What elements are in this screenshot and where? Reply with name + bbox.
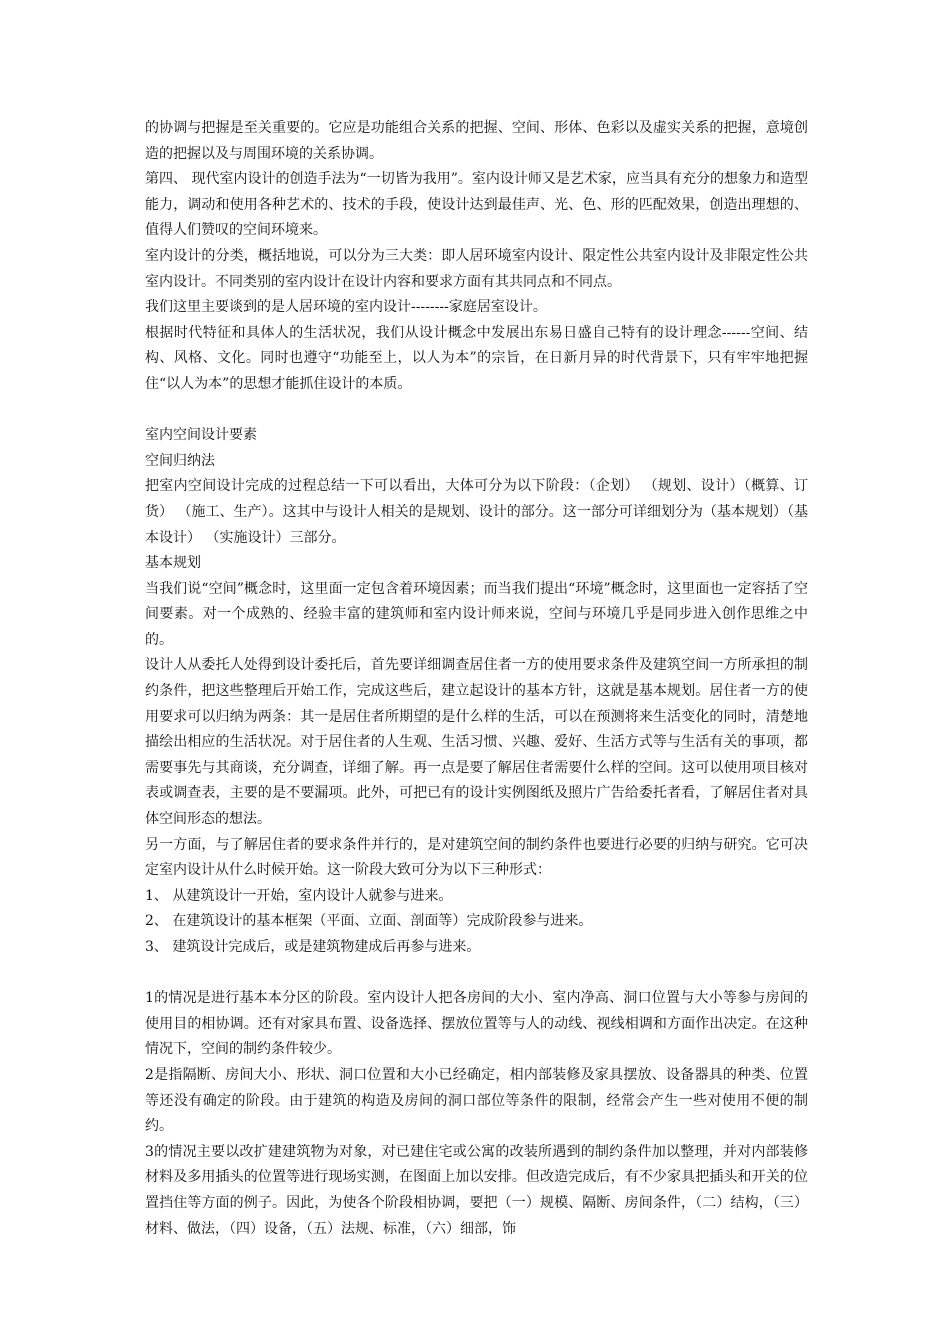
paragraph-space-environment: 当我们说“空间”概念时，这里面一定包含着环境因素；而当我们提出“环境”概念时，这里面也一定容括了空间要素。对一个成熟的、经验丰富的建筑师和室内设计师来说，空间与环境几乎是同步进入创作思维之中的。: [145, 580, 808, 648]
paragraph-stages: 把室内空间设计完成的过程总结一下可以看出，大体可分为以下阶段：（企划） （规划、设计）（概算、订货） （施工、生产）。这其中与设计人相关的是规划、设计的部分。这一部分可详细划分为（基本规划）（基本设计） （实施设计）三部分。: [145, 478, 808, 546]
subsection-heading-basic-plan: 基本规划: [145, 555, 201, 572]
section-heading: 室内空间设计要素: [145, 427, 257, 444]
paragraph-case-3: 3的情况主要以改扩建建筑物为对象，对已建住宅或公寓的改装所遇到的制约条件加以整理，并对内部装修材料及多用插头的位置等进行现场实测，在图面上加以安排。但改造完成后，有不少家具把插头和开关的位置挡住等方面的例子。因此，为使各个阶段相协调，要把（一）规模、隔断、房间条件，（二）结构，（三）材料、做法，（四）设备，（五）法规、标准，（六）细部，饰: [145, 1143, 808, 1237]
paragraph-intro-continuation: 的协调与把握是至关重要的。它应是功能组合关系的把握、空间、形体、色彩以及虚实关系的把握，意境创造的把握以及与周围环境的关系协调。: [145, 120, 808, 162]
blank-line: [145, 961, 808, 987]
list-item-2: 2、 在建筑设计的基本框架（平面、立面、剖面等）完成阶段参与进来。: [145, 913, 593, 930]
paragraph-home-design: 我们这里主要谈到的是人居环境的室内设计--------家庭居室设计。: [145, 299, 547, 316]
subsection-heading: 空间归纳法: [145, 452, 215, 469]
paragraph-point-four: 第四、 现代室内设计的创造手法为“一切皆为我用”。室内设计师又是艺术家，应当具有充分的想象力和造型能力，调动和使用各种艺术的、技术的手段，使设计达到最佳声、光、色、形的匹配效果，创造出理想的、值得人们赞叹的空间环境来。: [145, 171, 808, 239]
paragraph-commission: 设计人从委托人处得到设计委托后，首先要详细调查居住者一方的使用要求条件及建筑空间一方所承担的制约条件，把这些整理后开始工作，完成这些后，建立起设计的基本方针，这就是基本规划。居住者一方的使用要求可以归纳为两条：其一是居住者所期望的是什么样的生活，可以在预测将来生活变化的同时，清楚地描绘出相应的生活状况。对于居住者的人生观、生活习惯、兴趣、爱好、生活方式等与生活有关的事项，都需要事先与其商谈，充分调查，详细了解。再一点是要了解居住者需要什么样的空间。这可以使用项目核对表或调查表，主要的是不要漏项。此外，可把已有的设计实例图纸及照片广告给委托者看，了解居住者对具体空间形态的想法。: [145, 657, 808, 828]
blank-line: [145, 398, 808, 424]
paragraph-case-1: 1的情况是进行基本本分区的阶段。室内设计人把各房间的大小、室内净高、洞口位置与大小等参与房间的使用目的相协调。还有对家具布置、设备选择、摆放位置等与人的动线、视线相调和方面作出决定。在这种情况下，空间的制约条件较少。: [145, 990, 808, 1058]
paragraph-constraints: 另一方面，与了解居住者的要求条件并行的，是对建筑空间的制约条件也要进行必要的归纳与研究。它可决定室内设计从什么时候开始。这一阶段大致可分为以下三种形式：: [145, 836, 808, 879]
paragraph-classification: 室内设计的分类，概括地说，可以分为三大类：即人居环境室内设计、限定性公共室内设计及非限定性公共室内设计。不同类别的室内设计在设计内容和要求方面有其共同点和不同点。: [145, 247, 808, 290]
document-body: [145, 116, 808, 1242]
list-item-1: 1、 从建筑设计一开始，室内设计人就参与进来。: [145, 887, 453, 904]
paragraph-case-2: 2是指隔断、房间大小、形状、洞口位置和大小已经确定，相内部装修及家具摆放、设备器具的种类、位置等还没有确定的阶段。由于建筑的构造及房间的洞口部位等条件的限制，经常会产生一些对使用不便的制约。: [145, 1066, 808, 1135]
list-item-3: 3、 建筑设计完成后，或是建筑物建成后再参与进来。: [145, 939, 481, 955]
paragraph-design-concept: 根据时代特征和具体人的生活状况，我们从设计概念中发展出东易日盛自己特有的设计理念------空间、结构、风格、文化。同时也遵守“功能至上，以人为本”的宗旨，在日新月异的时代背景下，只有牢牢地把握住“以人为本”的思想才能抓住设计的本质。: [145, 324, 808, 392]
